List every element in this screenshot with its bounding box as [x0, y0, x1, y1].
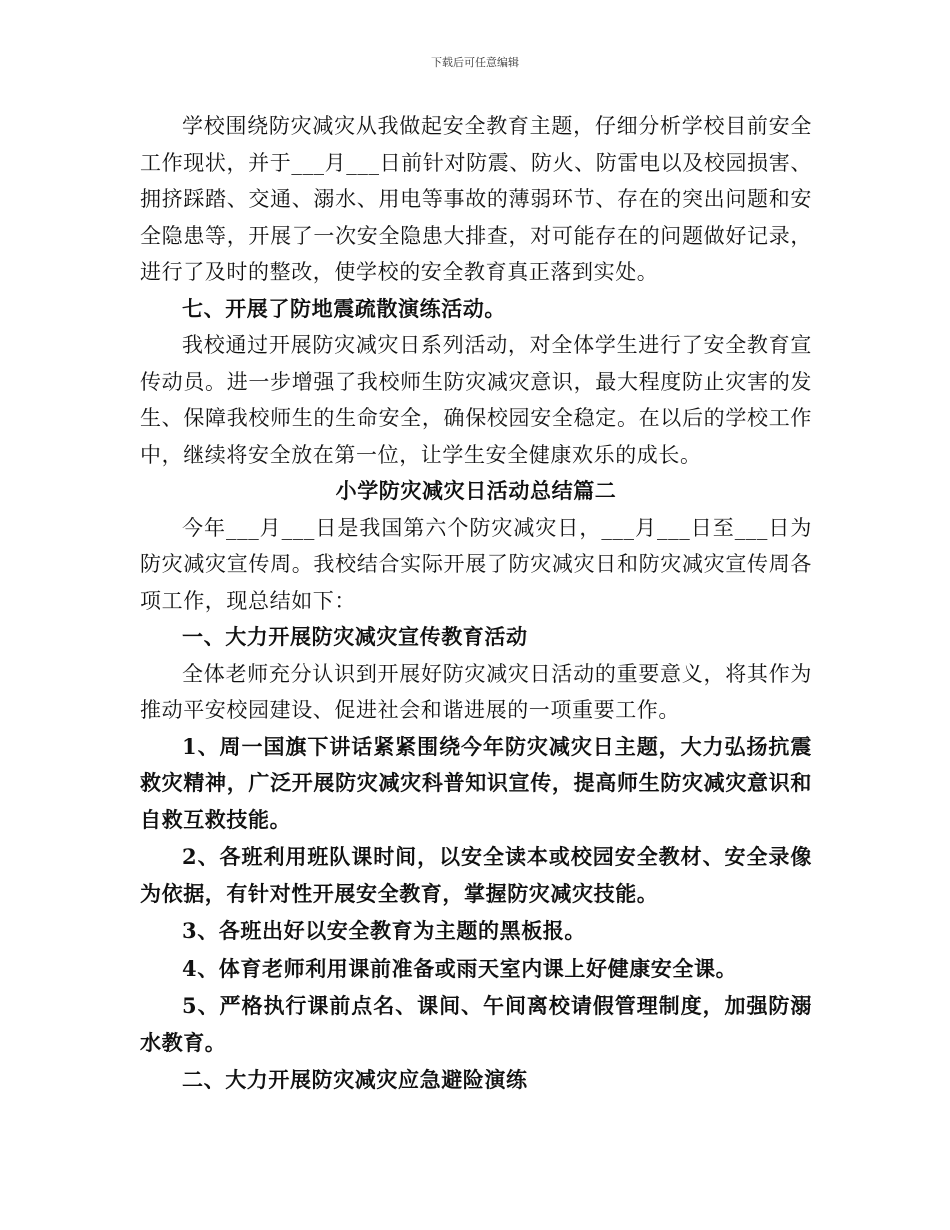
- list-item-3: 3、各班出好以安全教育为主题的黑板报。: [182, 918, 587, 943]
- list-item-1: 1、周一国旗下讲话紧紧围绕今年防灾减灾日主题，大力弘扬抗震救灾精神，广泛开展防灾减灾科普知识宣传，提高师生防灾减灾意识和自救互救技能。: [140, 733, 812, 832]
- list-item-5: 5、严格执行课前点名、课间、午间离校请假管理制度，加强防溺水教育。: [140, 993, 812, 1055]
- paragraph-safety-inspection: 学校围绕防灾减灾从我做起安全教育主题，仔细分析学校目前安全工作现状，并于___月___日前针对防震、防火、防雷电以及校园损害、拥挤踩踏、交通、溺水、用电等事故的薄弱环节、存在的突出问题和安全隐患等，开展了一次安全隐患大排查，对可能存在的问题做好记录，进行了及时的整改，使学校的安全教育真正落到实处。: [140, 114, 812, 284]
- paragraph-summary: 我校通过开展防灾减灾日系列活动，对全体学生进行了安全教育宣传动员。进一步增强了我校师生防灾减灾意识，最大程度防止灾害的发生、保障我校师生的生命安全，确保校园安全稳定。在以后的学校工作中，继续将安全放在第一位，让学生安全健康欢乐的成长。: [140, 333, 812, 467]
- list-item-2: 2、各班利用班队课时间，以安全读本或校园安全教材、安全录像为依据，有针对性开展安全教育，掌握防灾减灾技能。: [140, 844, 812, 906]
- paragraph-teachers: 全体老师充分认识到开展好防灾减灾日活动的重要意义，将其作为推动平安校园建设、促进社会和谐进展的一项重要工作。: [140, 661, 812, 722]
- document-subtitle: 小学防灾减灾日活动总结篇二: [335, 478, 617, 503]
- document-body: [140, 108, 812, 1099]
- section-heading-publicity: 一、大力开展防灾减灾宣传教育活动: [182, 624, 528, 649]
- paragraph-intro: 今年___月___日是我国第六个防灾减灾日，___月___日至___日为防灾减灾宣传周。我校结合实际开展了防灾减灾日和防灾减灾宣传周各项工作，现总结如下：: [140, 515, 812, 613]
- section-heading-earthquake-drill: 七、开展了防地震疏散演练活动。: [182, 295, 506, 321]
- list-item-4: 4、体育老师利用课前准备或雨天室内课上好健康安全课。: [182, 955, 738, 981]
- section-heading-drill: 二、大力开展防灾减灾应急避险演练: [182, 1067, 528, 1092]
- page-header: 下载后可任意编辑: [431, 56, 519, 69]
